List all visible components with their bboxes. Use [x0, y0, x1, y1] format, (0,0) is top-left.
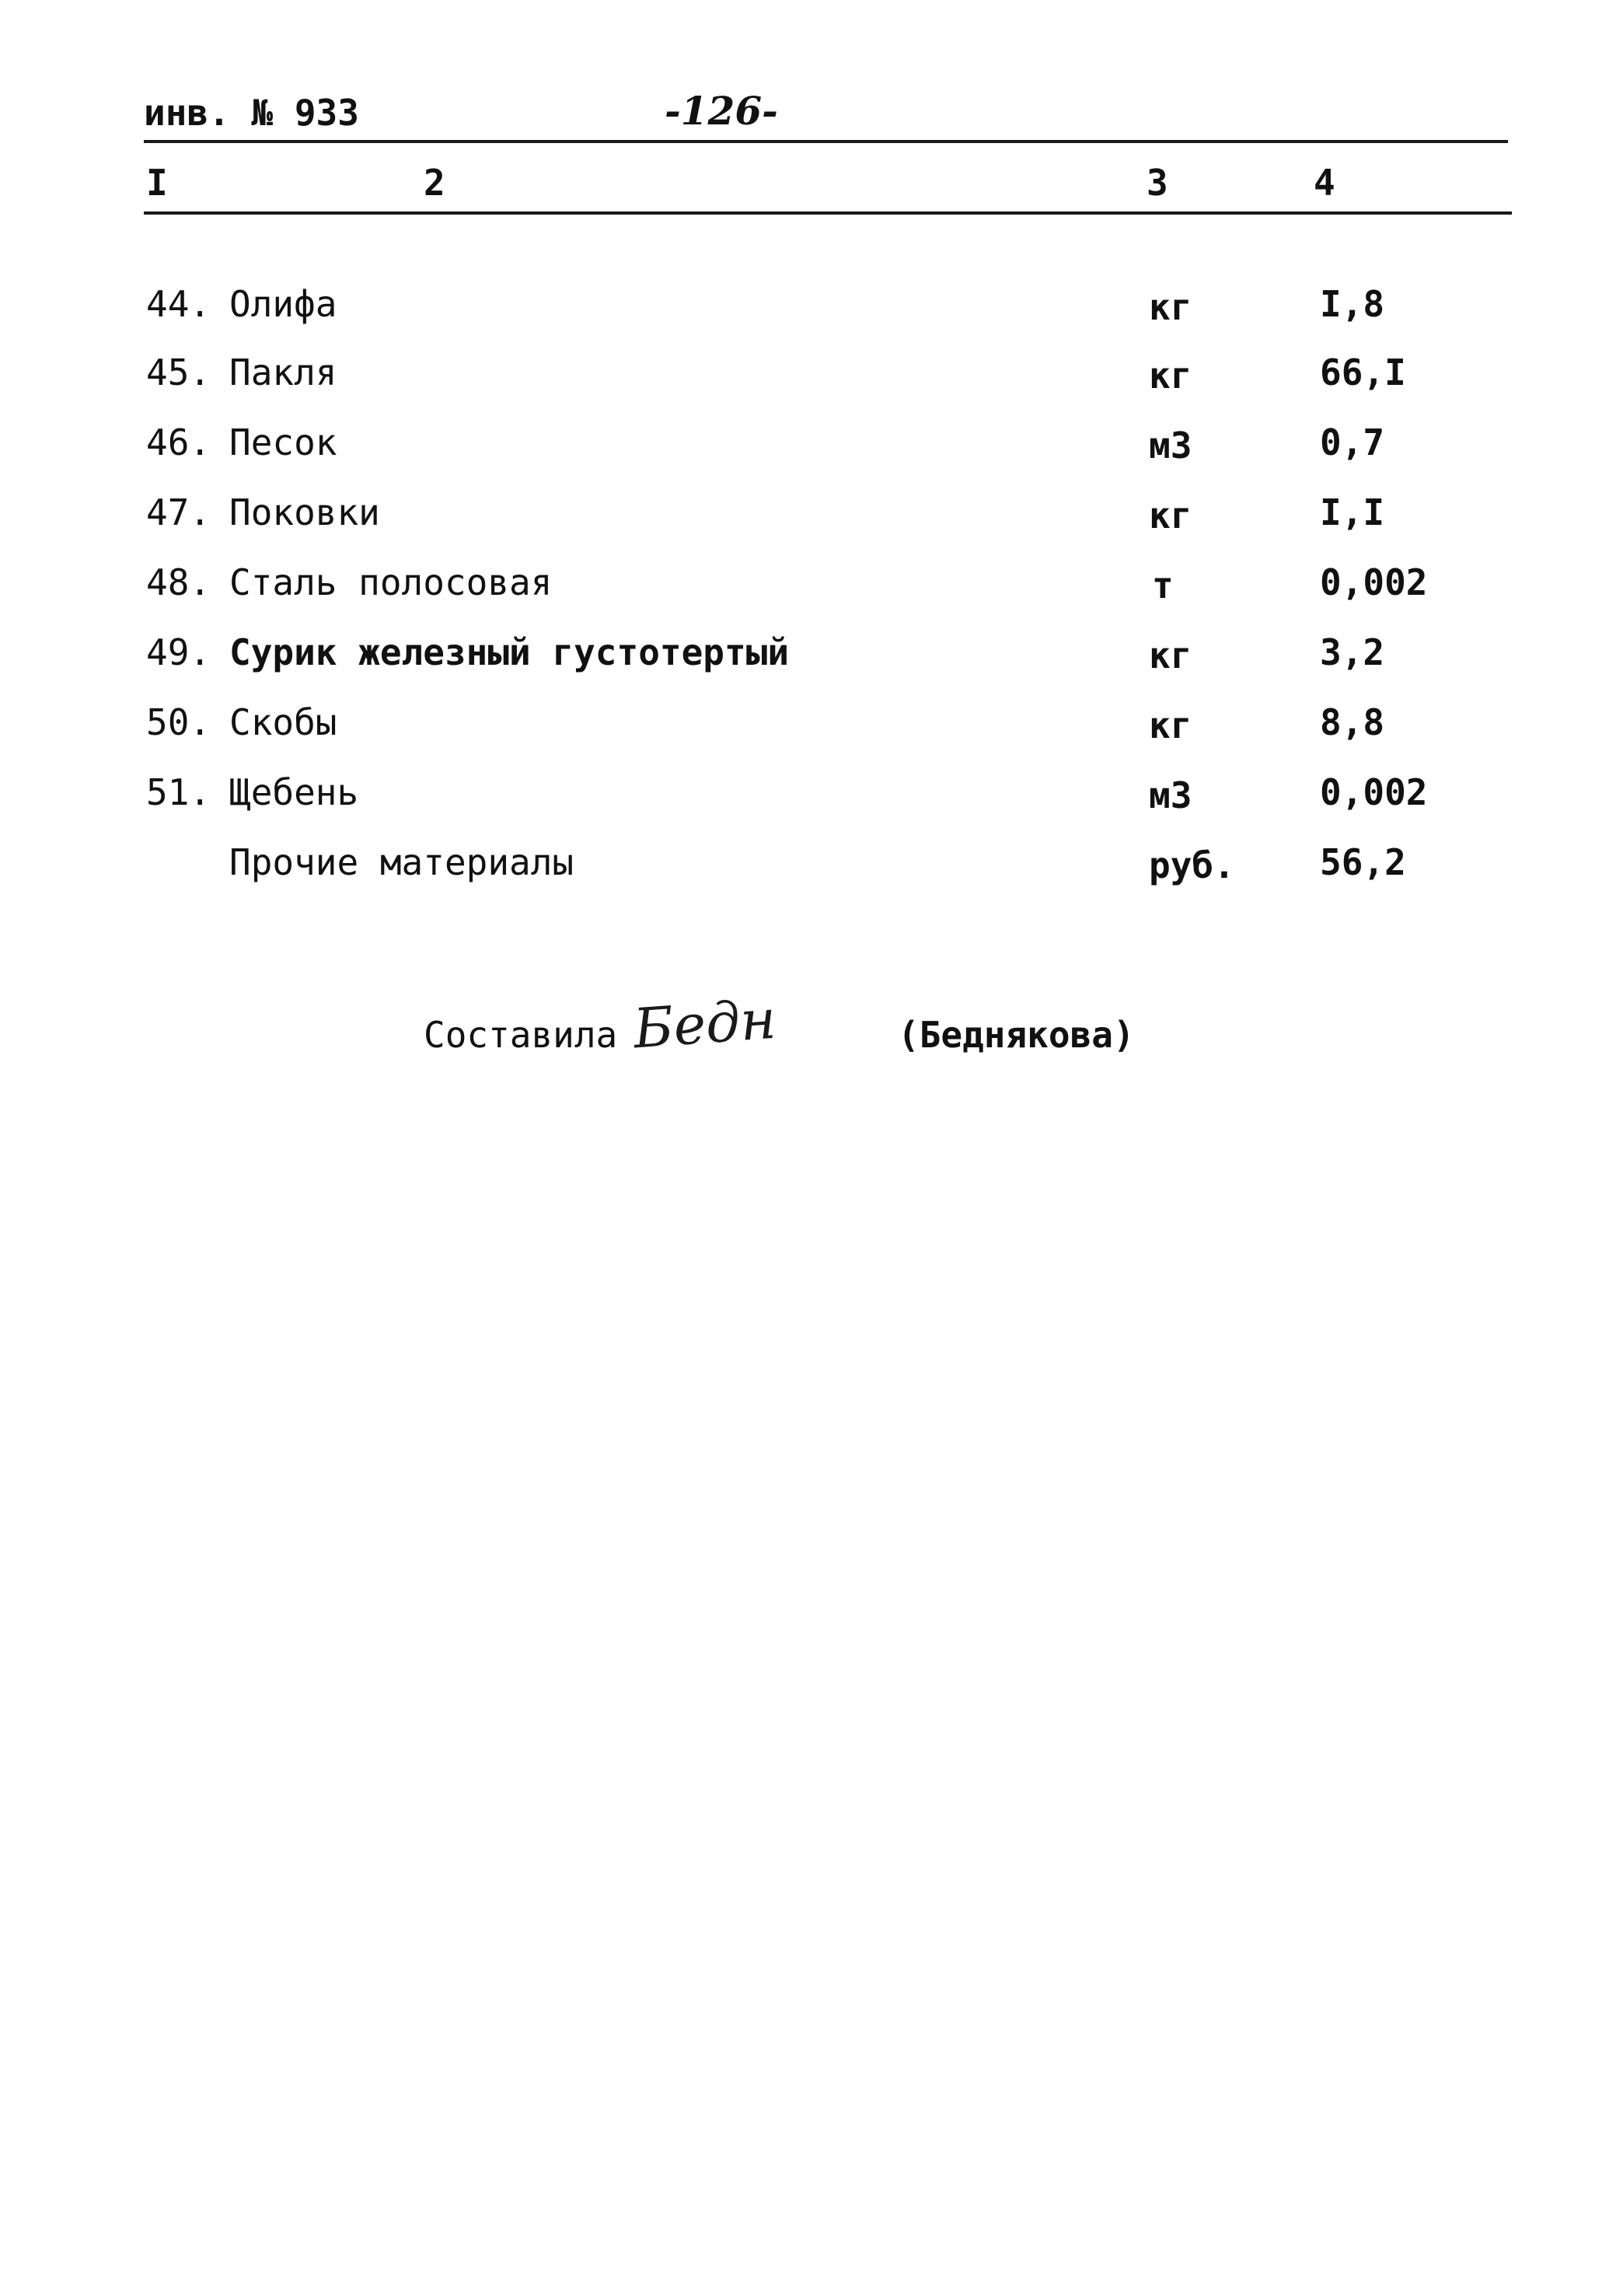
row-number: 50.	[146, 701, 211, 743]
material-name: Прочие материалы	[229, 841, 574, 883]
quantity: 56,2	[1320, 841, 1406, 883]
unit: кг	[1149, 494, 1192, 536]
row-number: 51.	[146, 771, 211, 813]
column-header-2: 2	[424, 162, 445, 204]
unit: кг	[1149, 704, 1192, 746]
signature: Бедн	[631, 987, 778, 1061]
column-header-1: I	[146, 162, 168, 204]
row-number: 47.	[146, 491, 211, 533]
material-name: Песок	[229, 421, 337, 463]
inventory-number: инв. № 933	[144, 92, 359, 134]
row-number: 46.	[146, 421, 211, 463]
column-header-3: 3	[1147, 162, 1168, 204]
quantity: 0,7	[1320, 421, 1385, 463]
unit: руб.	[1149, 844, 1235, 886]
quantity: 8,8	[1320, 701, 1385, 743]
unit: кг	[1149, 286, 1192, 328]
unit: м3	[1149, 425, 1192, 467]
unit: м3	[1149, 774, 1192, 816]
column-header-4: 4	[1314, 162, 1335, 204]
material-name: Сурик железный густотертый	[229, 631, 790, 673]
header-bottom-rule	[144, 211, 1512, 215]
unit: т	[1152, 564, 1174, 606]
quantity: 0,002	[1320, 561, 1428, 603]
material-name: Щебень	[229, 771, 359, 813]
row-number: 44.	[146, 283, 211, 325]
quantity: 0,002	[1320, 771, 1428, 813]
quantity: I,I	[1320, 491, 1385, 533]
quantity: 66,I	[1320, 351, 1406, 393]
quantity: I,8	[1320, 283, 1385, 325]
material-name: Поковки	[229, 491, 380, 533]
compiler-name: (Беднякова)	[898, 1014, 1135, 1056]
row-number: 45.	[146, 351, 211, 393]
row-number: 48.	[146, 561, 211, 603]
quantity: 3,2	[1320, 631, 1385, 673]
material-name: Сталь полосовая	[229, 561, 553, 603]
material-name: Олифа	[229, 283, 337, 325]
material-name: Скобы	[229, 701, 337, 743]
header-top-rule	[144, 140, 1508, 143]
unit: кг	[1149, 634, 1192, 676]
unit: кг	[1149, 355, 1192, 397]
compiled-by-label: Составила	[424, 1014, 618, 1056]
material-name: Пакля	[229, 351, 337, 393]
page-number: -126-	[665, 88, 778, 134]
row-number: 49.	[146, 631, 211, 673]
